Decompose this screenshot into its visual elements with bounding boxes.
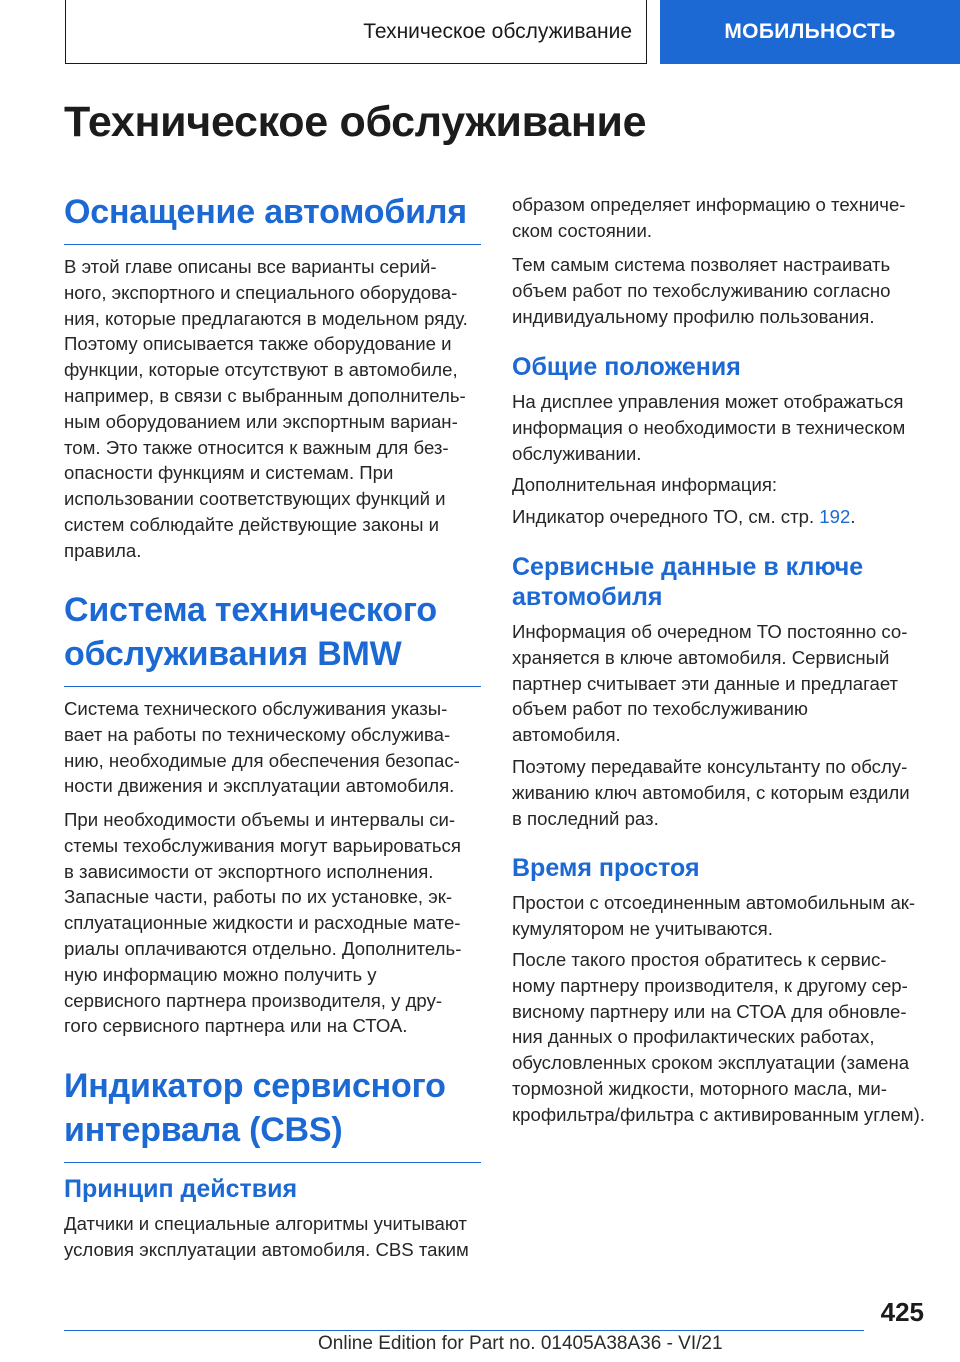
- subsection-title-general: Общие положения: [512, 353, 741, 381]
- footer-divider: [64, 1330, 864, 1331]
- page-title: Техническое обслуживание: [64, 98, 647, 146]
- section-cbs: [64, 1064, 481, 1163]
- paragraph-key-1: Информация об очередном ТО постоянно со- храняется в ключе автомобиля. Сервисный партнер считывает эти данные и предлагает объем работ по техобслуживанию автомобиля.: [512, 621, 908, 746]
- paragraph-bmw-service-2: При необходимости объемы и интервалы си- стемы техобслуживания могут варьироваться в зависимости от экспортного исполнения. Запасные части, работы по их установке, эк- сплуатационные жидкости и расходные мате- риалы оплачиваются отдельно. Дополнитель- ную информацию можно получить у сервисного партнера производителя, у дру- гого сервисного партнера или на СТОА.: [64, 809, 462, 1037]
- section-equipment: [64, 190, 481, 245]
- paragraph-extra-info: Дополнительная информация:: [512, 474, 778, 495]
- subsection-title-principle: Принцип действия: [64, 1175, 298, 1203]
- page-link-192[interactable]: 192: [819, 506, 851, 527]
- paragraph-customize: Тем самым система позволяет настраивать объем работ по техобслуживанию согласно индивидуальному профилю пользования.: [512, 254, 891, 327]
- page-number: 425: [880, 1297, 924, 1327]
- section-title-bmw-service: Система технического обслуживания BMW: [64, 588, 481, 687]
- paragraph-bmw-service-1: Система технического обслуживания указы- вает на работы по техническому обслужива- нию, необходимые для обеспечения безопас- ности движения и эксплуатации автомобиля.: [64, 698, 460, 797]
- header-breadcrumb-tab: [65, 0, 647, 64]
- paragraph-key-2: Поэтому передавайте консультанту по обслу- живанию ключ автомобиля, с которым ездили в последний раз.: [512, 756, 910, 829]
- section-bmw-service: [64, 588, 481, 687]
- section-title-cbs: Индикатор сервисного интервала (CBS): [64, 1064, 481, 1163]
- paragraph-idle-1: Простои с отсоединенным автомобильным ак- кумулятором не учитываются.: [512, 892, 916, 939]
- chapter-label: МОБИЛЬНОСТЬ: [724, 20, 896, 43]
- breadcrumb: Техническое обслуживание: [363, 19, 632, 43]
- paragraph-principle: Датчики и специальные алгоритмы учитывают условия эксплуатации автомобиля. CBS таким: [64, 1213, 469, 1260]
- subsection-title-idle: Время простоя: [512, 854, 700, 882]
- subsection-title-key: Сервисные данные в ключе автомобиля: [512, 553, 864, 611]
- section-title-equipment: Оснащение автомобиля: [64, 190, 481, 245]
- chapter-tab[interactable]: [660, 0, 960, 64]
- paragraph-idle-2: После такого простоя обратитесь к сервис- ному партнеру производителя, к другому сер- висному партнеру или на СТОА для обновле- ния данных о профилактических работах, обусловленных сроком эксплуатации (замена тормозной жидкости, моторного масла, ми- крофильтра/фильтра с активированным углем).: [512, 949, 925, 1125]
- paragraph-equipment: В этой главе описаны все варианты серий- ного, экспортного и специального оборудова- ния, которые предлагаются в модельном ряду. Поэтому описывается также оборудование и функции, которые отсутствуют в автомобиле, например, в связи с выбранным дополнитель- ным оборудованием или экспортным вариан- том. Это также относится к важным для без- опасности функциям и системам. При использовании соответствующих функций и систем соблюдайте действующие законы и правила.: [64, 256, 468, 561]
- paragraph-principle-cont: образом определяет информацию о техниче- ском состоянии.: [512, 194, 906, 241]
- paragraph-general: На дисплее управления может отображаться информация о необходимости в техническом обслуживании.: [512, 391, 906, 464]
- paragraph-indicator-ref: Индикатор очередного ТО, см. стр. 192.: [512, 506, 856, 527]
- edition-footer: Online Edition for Part no. 01405A38A36 - VI/21: [318, 1333, 723, 1354]
